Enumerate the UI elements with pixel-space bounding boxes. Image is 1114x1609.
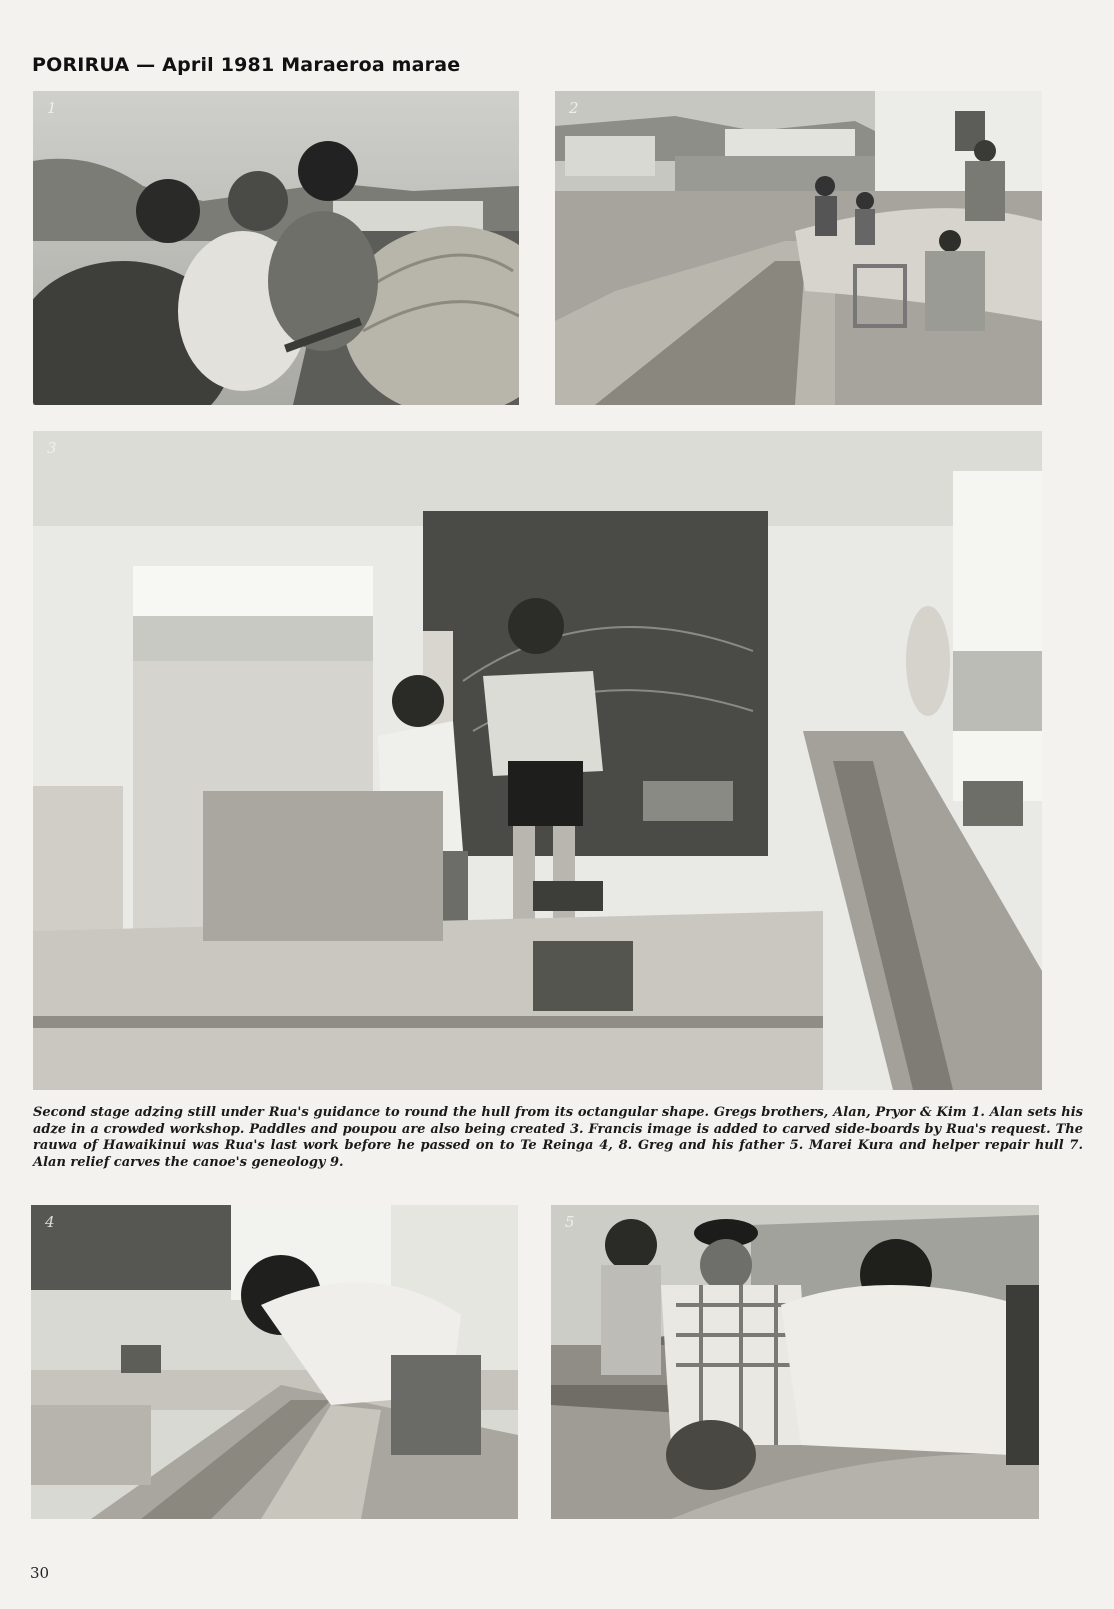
photo-5	[551, 1205, 1039, 1519]
photo-2-number: 2	[569, 99, 579, 117]
photo-5-number: 5	[565, 1213, 575, 1231]
photo-1-image	[33, 91, 519, 405]
page-number: 30	[30, 1564, 50, 1582]
photo-1-number: 1	[47, 99, 57, 117]
photo-caption: Second stage adzing still under Rua's guidance to round the hull from its octangular shape. Gregs brothers, Alan, Pryor & Kim 1. Alan sets his adze in a crowded workshop. Paddles and poupou are also being created 3. Francis image is added to carved side-boards by Rua's request. The rauwa of Hawaikinui was Rua's last work before he passed on to Te Reinga 4, 8. Greg and his father 5. Marei Kura and helper repair hull 7. Alan relief carves the canoe's geneology 9.	[33, 1105, 1083, 1170]
photo-1	[33, 91, 519, 405]
photo-3	[33, 431, 1042, 1090]
photo-4	[31, 1205, 518, 1519]
photo-2	[555, 91, 1042, 405]
photo-5-image	[551, 1205, 1039, 1519]
photo-3-number: 3	[47, 439, 57, 457]
photo-4-image	[31, 1205, 518, 1519]
page-heading: PORIRUA — April 1981 Maraeroa marae	[32, 54, 461, 76]
photo-4-number: 4	[45, 1213, 55, 1231]
photo-3-image	[33, 431, 1042, 1090]
photo-2-image	[555, 91, 1042, 405]
